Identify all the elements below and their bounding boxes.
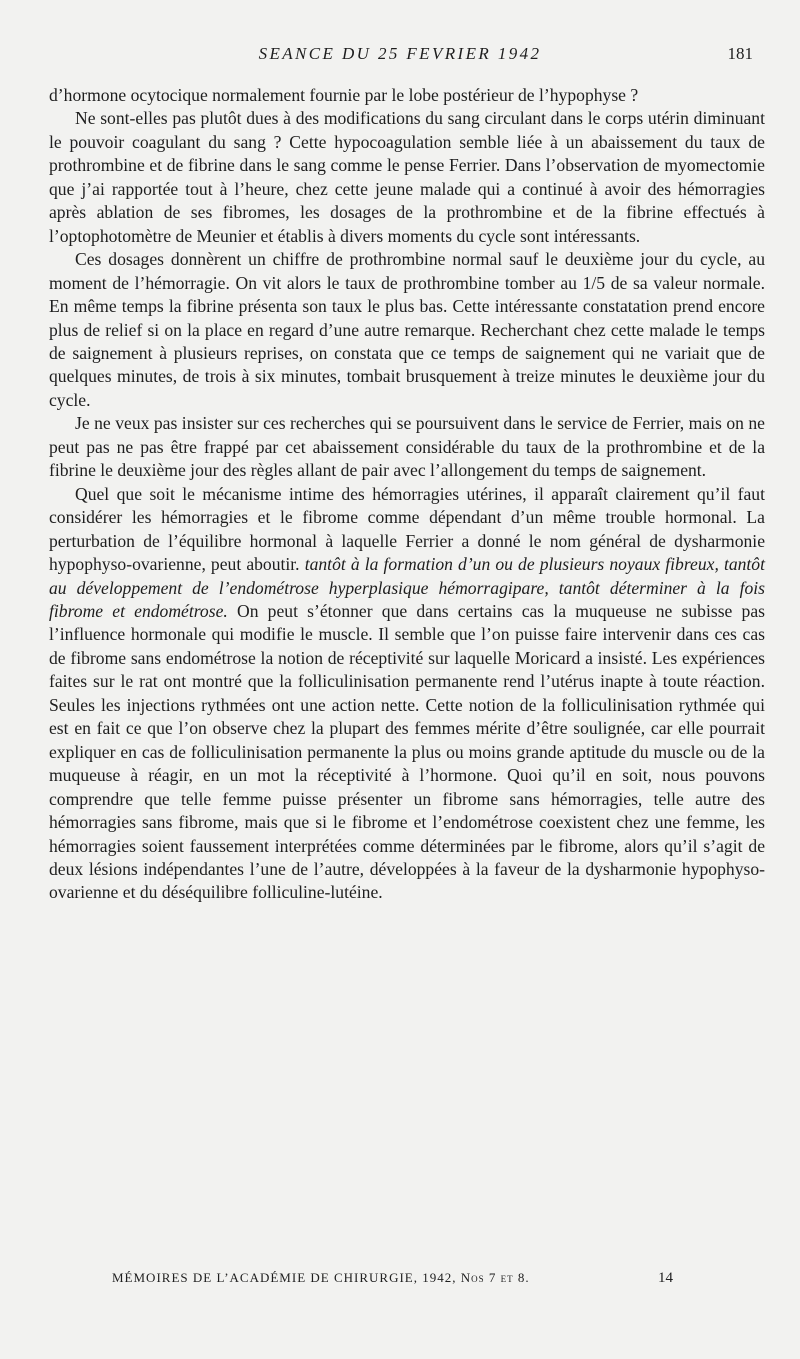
paragraph-5-part-b: On peut s’étonner que dans certains cas la muqueuse ne subisse pas l’influence hormonale qui modifie le muscle. Il semble que l’on puisse faire intervenir dans ces cas de fibrome sans endométrose la notion de réceptivité sur laquelle Moricard a insisté. Les expériences faites sur le rat ont montré que la folliculinisation permanente rend l’utérus inapte à toute réaction. Seules les injections rythmées ont une action nette. Cette notion de la folliculinisation rythmée qui est en fait ce que l’on observe chez la plupart des femmes mérite d’être soulignée, car elle pourrait expliquer en cas de folliculinisation permanente la plus ou moins grande aptitude du muscle ou de la muqueuse à réagir, en un mot la réceptivité à l’hormone. Quoi qu’il en soit, nous pouvons comprendre que telle femme puisse présenter un fibrome sans hémorragies, telle autre des hémorragies sans fibrome, mais que si le fibrome et l’endométrose coexistent chez une femme, les hémorragies soient faussement interprétées comme déterminées par le fibrome, alors qu’il s’agit de deux lésions indépendantes l’une de l’autre, développées à la faveur de la dysharmonie hypophyso-ovarienne et du déséquilibre folliculine-lutéine. <box>49 600 765 903</box>
paragraph-3: Ces dosages donnèrent un chiffre de prothrombine normal sauf le deuxième jour du cycle, au moment de l’hémorragie. On vit alors le taux de prothrombine tomber au 1/5 de sa valeur normale. En même temps la fibrine présenta son taux le plus bas. Cette intéressante constatation prend encore plus de relief si on la place en regard d’une autre remarque. Recherchant chez cette malade le temps de saignement à plusieurs reprises, on constata que ce temps de saignement qui ne variait que de quelques minutes, de trois à six minutes, tombait brusquement à treize minutes le deuxième jour du cycle. <box>49 249 765 410</box>
paragraph-1: d’hormone ocytocique normalement fournie par le lobe postérieur de l’hypophyse ? <box>49 85 639 105</box>
paragraph-5-italic: tantôt à la formation d’un ou de plusieurs noyaux fibreux, tantôt au développement de l’endométrose hyperplasique hémorragipare, tantôt déterminer à la fois fibrome et endométrose. <box>49 554 765 621</box>
running-header <box>0 44 800 68</box>
signature-mark: 14 <box>658 1270 673 1286</box>
paragraph-4: Je ne veux pas insister sur ces recherches qui se poursuivent dans le service de Ferrier, mais on ne peut pas ne pas être frappé par cet abaissement considérable du taux de la prothrombine et de la fibrine le deuxième jour des règles allant de pair avec l’allongement du temps de saignement. <box>49 413 765 481</box>
journal-citation: MÉMOIRES DE L’ACADÉMIE DE CHIRURGIE, 1942, Nos 7 et 8. <box>112 1270 530 1285</box>
page-number: 181 <box>727 44 753 63</box>
paragraph-2: Ne sont-elles pas plutôt dues à des modifications du sang circulant dans le corps utérin diminuant le pouvoir coagulant du sang ? Cette hypocoagulation semble liée à un abaissement du taux de prothrombine et de fibrine dans le sang comme le pense Ferrier. Dans l’observation de myomectomie que j’ai rapportée tout à l’heure, chez cette jeune malade qui a continué à avoir des hémorragies après ablation de ses fibromes, les dosages de la prothrombine et de la fibrine effectués à l’optophotomètre de Meunier et établis à divers moments du cycle sont intéressants. <box>49 108 765 246</box>
paragraph-5 <box>49 483 765 905</box>
running-title: SEANCE DU 25 FEVRIER 1942 <box>258 44 542 63</box>
paragraph-5-part-a: Quel que soit le mécanisme intime des hémorragies utérines, il apparaît clairement qu’il faut considérer les hémorragies et le fibrome comme dépendant d’un même trouble hormonal. La perturbation de l’équilibre hormonal à laquelle Ferrier a donné le nom général de dysharmonie hypophyso-ovarienne, peut aboutir. <box>49 483 765 575</box>
article-body <box>49 84 765 905</box>
page-footer <box>0 1268 800 1290</box>
